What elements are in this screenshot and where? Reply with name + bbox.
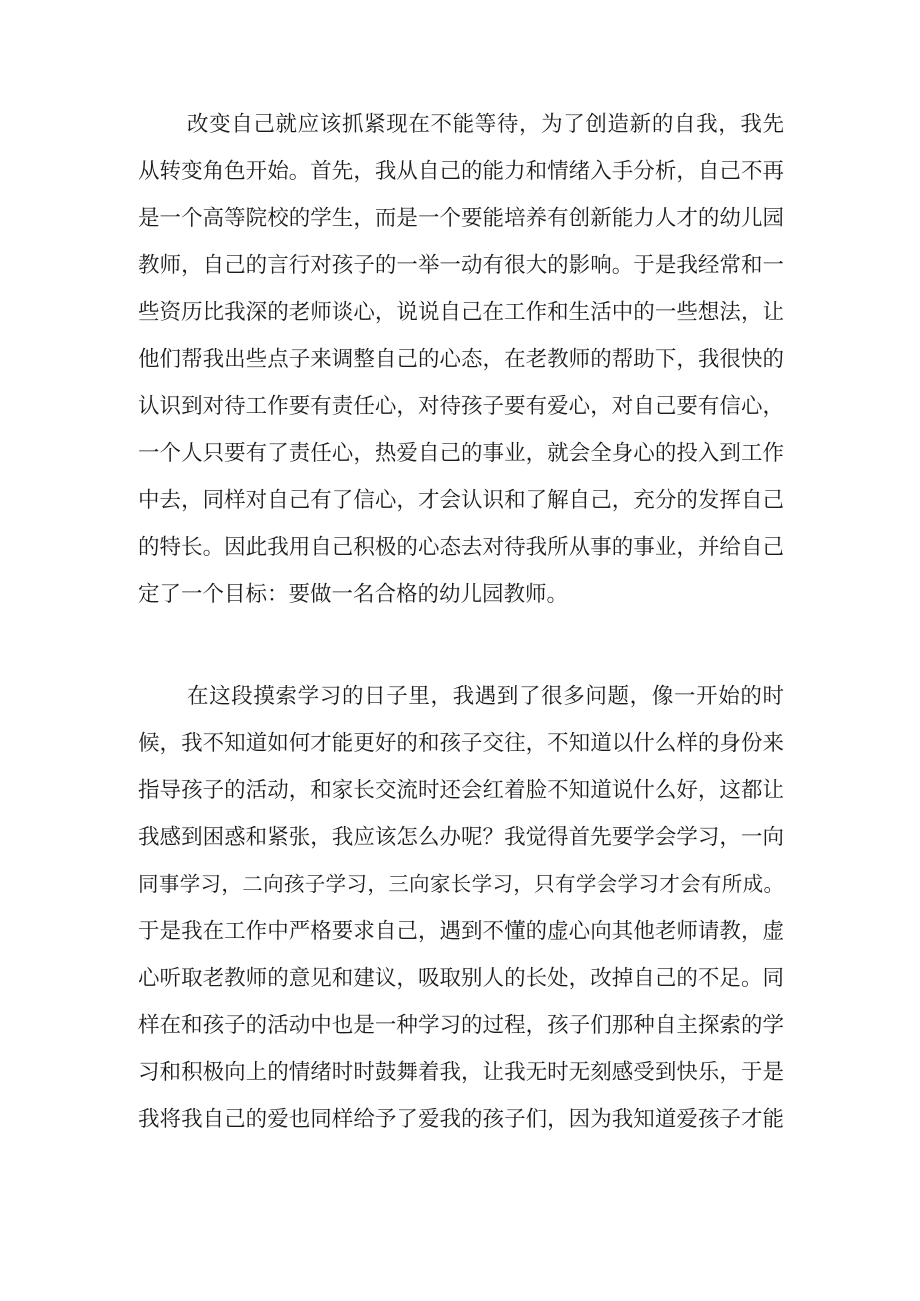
paragraph-line: 同事学习，二向孩子学习，三向家长学习，只有学会学习才会有所成。 xyxy=(138,872,784,896)
paragraph-line: 我将我自己的爱也同样给予了爱我的孩子们，因为我知道爱孩子才能 xyxy=(138,1107,784,1132)
paragraph-line: 我感到困惑和紧张，我应该怎么办呢？我觉得首先要学会学习，一向 xyxy=(138,825,784,850)
paragraph-line: 在这段摸索学习的日子里，我遇到了很多问题，像一开始的时 xyxy=(187,684,784,709)
paragraph-line: 是一个高等院校的学生，而是一个要能培养有创新能力人才的幼儿园 xyxy=(138,206,784,231)
paragraph-line: 认识到对待工作要有责任心，对待孩子要有爱心，对自己要有信心， xyxy=(138,394,784,419)
paragraph-line: 指导孩子的活动，和家长交流时还会红着脸不知道说什么好，这都让 xyxy=(138,778,784,803)
paragraph-line: 心听取老教师的意见和建议，吸取别人的长处，改掉自己的不足。同 xyxy=(138,966,784,991)
paragraph-line: 候，我不知道如何才能更好的和孩子交往，不知道以什么样的身份来 xyxy=(138,731,784,756)
paragraph-line: 习和积极向上的情绪时时鼓舞着我，让我无时无刻感受到快乐，于是 xyxy=(138,1060,784,1085)
paragraph-line: 的特长。因此我用自己积极的心态去对待我所从事的事业，并给自己 xyxy=(138,535,784,560)
paragraph-line: 他们帮我出些点子来调整自己的心态，在老教师的帮助下，我很快的 xyxy=(138,347,784,372)
paragraph-2 xyxy=(138,673,784,1143)
paragraph-line: 改变自己就应该抓紧现在不能等待，为了创造新的自我，我先 xyxy=(187,112,784,137)
paragraph-line: 教师，自己的言行对孩子的一举一动有很大的影响。于是我经常和一 xyxy=(138,253,784,278)
paragraph-line: 中去，同样对自己有了信心，才会认识和了解自己，充分的发挥自己 xyxy=(138,488,784,513)
paragraph-line: 样在和孩子的活动中也是一种学习的过程，孩子们那种自主探索的学 xyxy=(138,1013,784,1038)
paragraph-line: 定了一个目标：要做一名合格的幼儿园教师。 xyxy=(138,582,569,607)
paragraph-line: 于是我在工作中严格要求自己，遇到不懂的虚心向其他老师请教，虚 xyxy=(138,919,784,944)
paragraph-line: 一个人只要有了责任心，热爱自己的事业，就会全身心的投入到工作 xyxy=(138,441,784,466)
paragraph-1 xyxy=(138,101,784,618)
paragraph-line: 从转变角色开始。首先，我从自己的能力和情绪入手分析，自己不再 xyxy=(138,159,784,184)
paragraph-line: 些资历比我深的老师谈心，说说自己在工作和生活中的一些想法，让 xyxy=(138,300,784,325)
